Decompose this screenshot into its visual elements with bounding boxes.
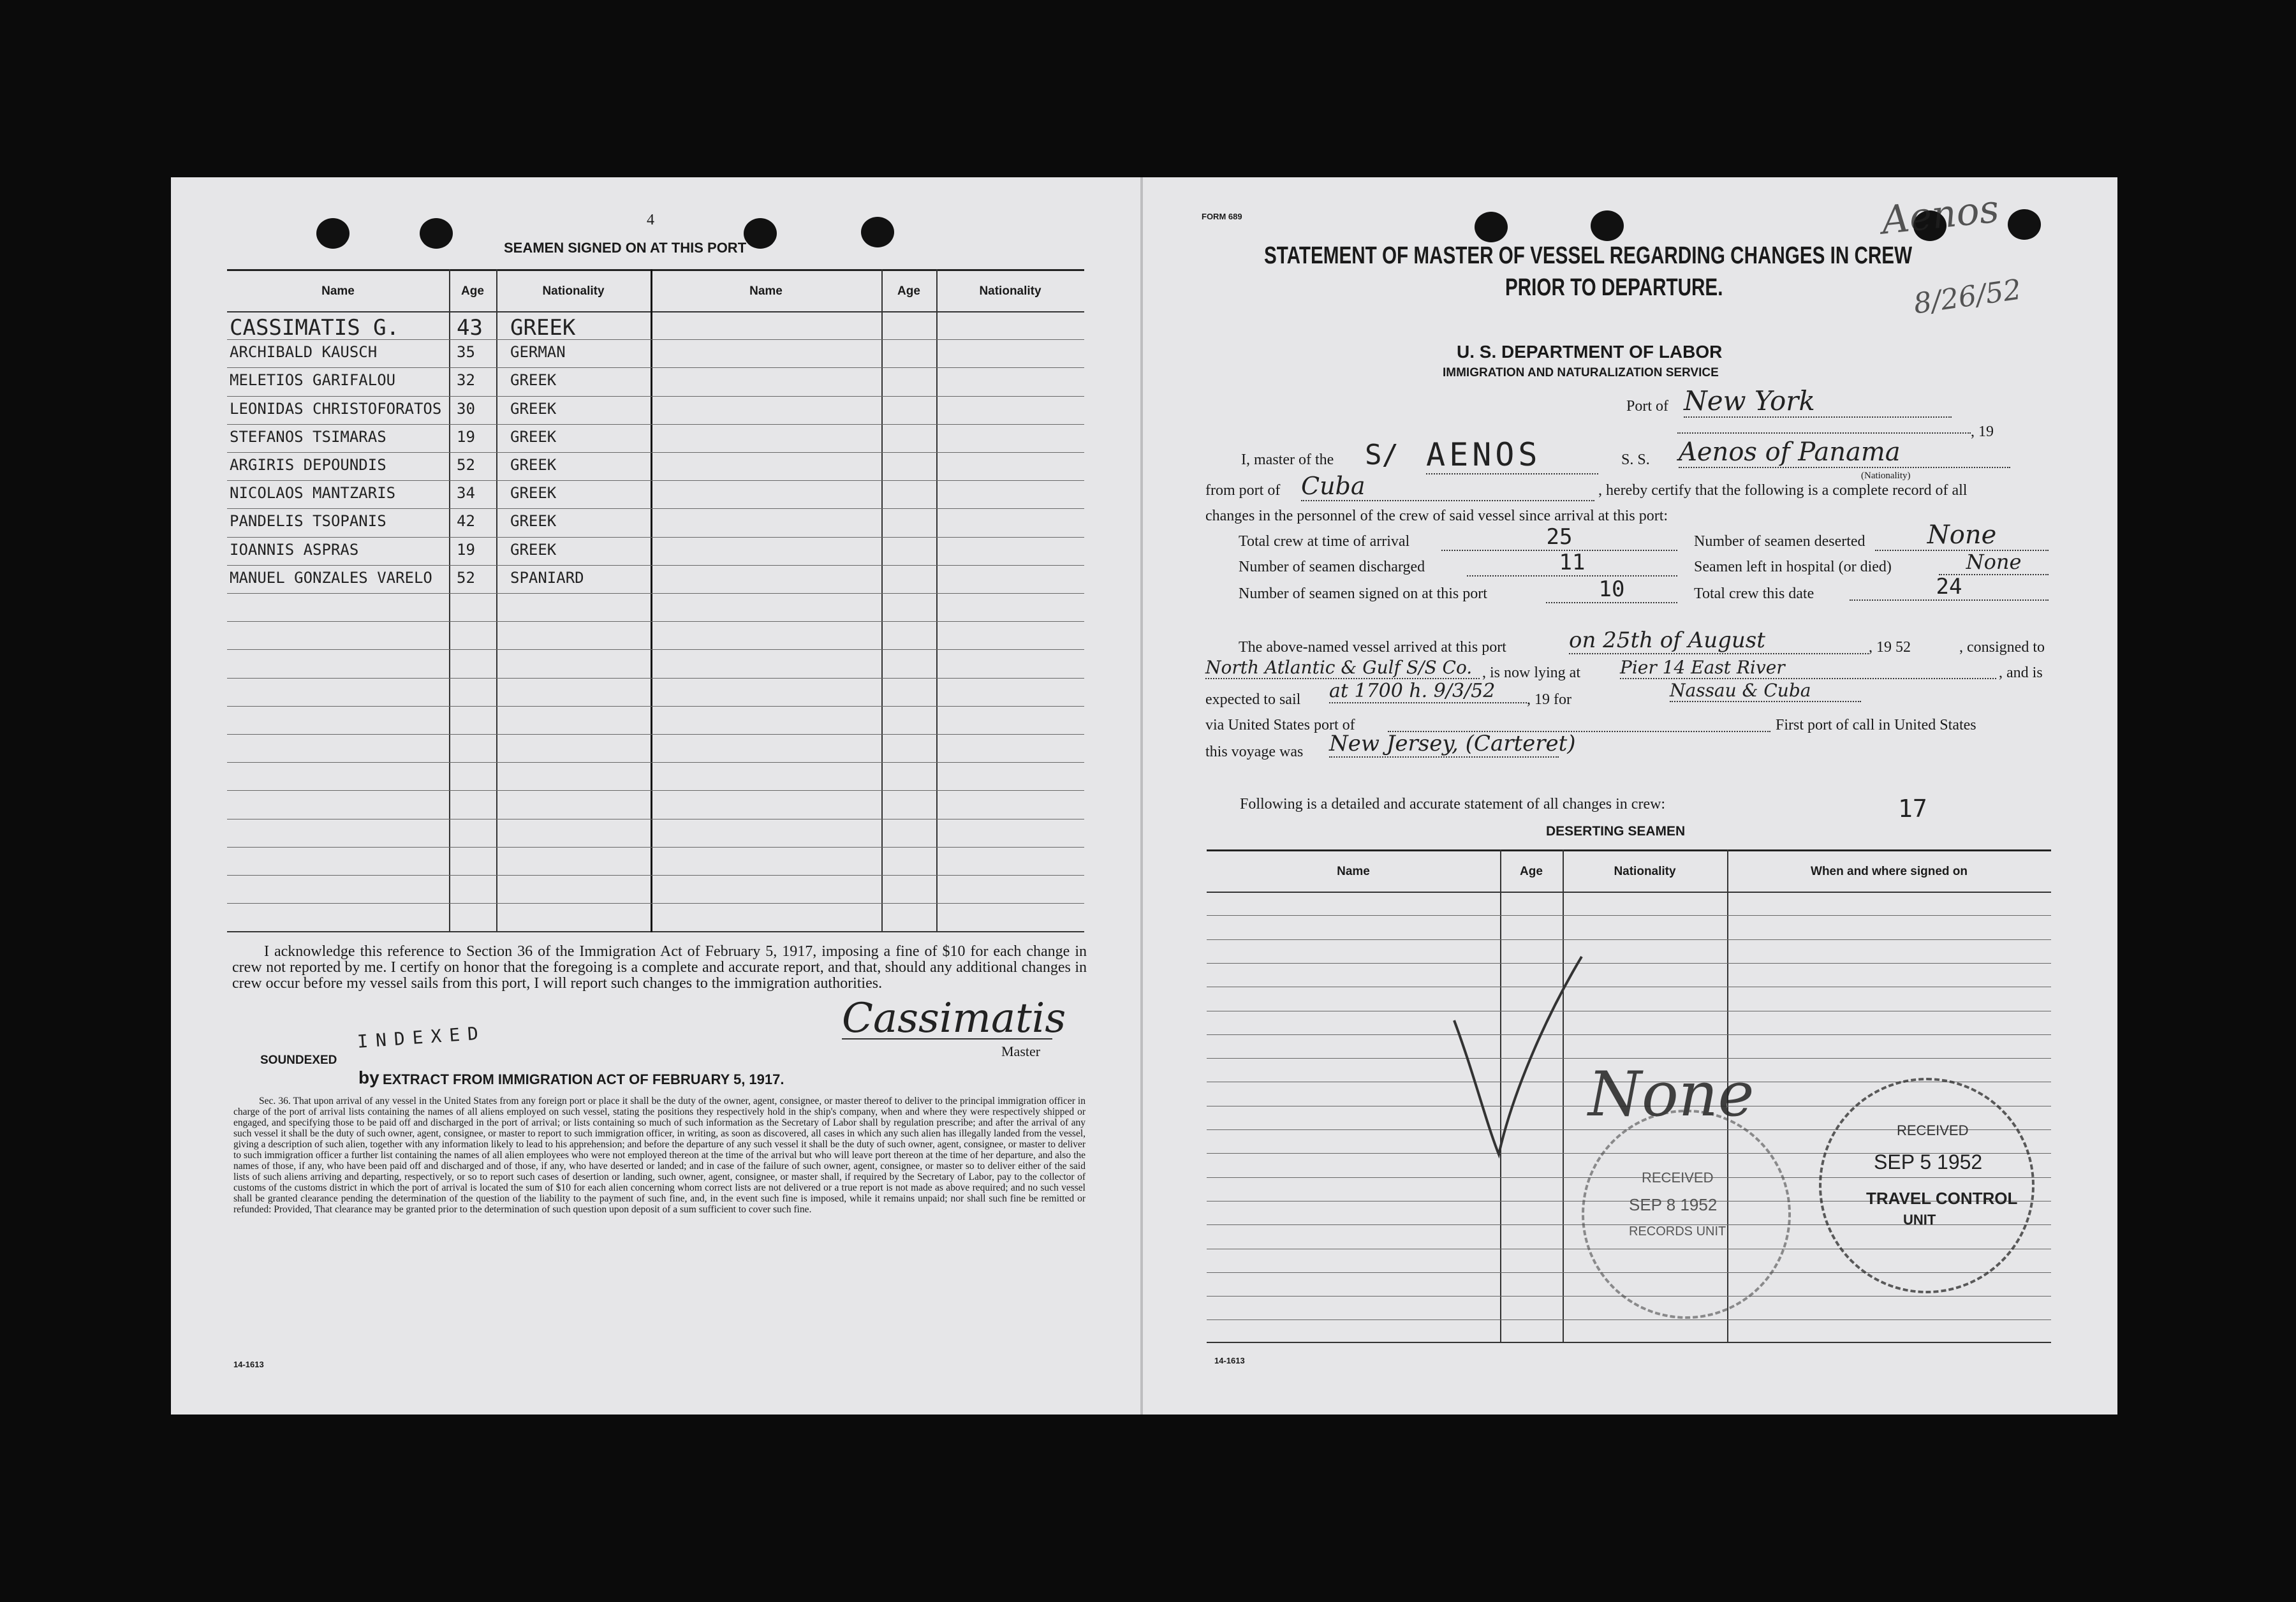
total-crew-label: Total crew at time of arrival (1239, 533, 1410, 550)
hospital-value: None (1939, 550, 2049, 575)
signed-on-label: Number of seamen signed on at this port (1239, 585, 1487, 602)
section-36-text: Sec. 36. That upon arrival of any vessel in the United States from any foreign port or place it shall be the duty of the owner, agent, consignee, or master thereof to deliver to the principal immigration officer in charge of the port of arrival lists containing the names of all aliens employed on such vessel, stating the positions they respectively hold in the ship's company, when and where they were respectively shipped or engaged, and specifying those to be paid off and discharged in the port of arrival; or lists containing so much of such information as the Secretary of Labor shall by regulation prescribe; and after the arrival of any such vessel it shall be the duty of such owner, agent, consignee, or master to report to such immigration officer, in writing, as soon as discovered, all cases in which any such alien has illegally landed from the vessel, giving a description of such alien, together with any information likely to lead to his apprehension; and before the departure of any such vessel it shall be the duty of such owner, agent, consignee, or master to deliver to such immigration officer a further list containing the names of all alien employees who were not employed thereon at the time of the arrival but who will leave port thereon at the time of her departure, and also the names of those, if any, who have been paid off and discharged and of those, if any, who have deserted or landed; and in case of the failure of such owner, agent, consignee, or master so to deliver either of the said lists of such aliens arriving and departing, respectively, or so to report such cases of desertion or landing, such owner, agent, consignee, or master shall, if required by the Secretary of Labor, pay to the collector of customs of the customs district in which the port of arrival is located the sum of $10 for each alien concerning whom correct lists are not delivered or a true report is not made as above required; and no such vessel shall be granted clearance pending the determination of the question of the liability to the payment of such fine, and, in the event such fine is imposed, while it remains unpaid; nor shall such fine be remitted or refunded: Provided, That clearance may be granted prior to the determination of such question upon deposit of a sum sufficient to cover such fine. (233, 1096, 1085, 1215)
signed-on-value: 10 (1546, 577, 1677, 603)
crew-age: 43 (457, 315, 483, 341)
master-signature: Cassimatis (842, 995, 1066, 1042)
table-rule (227, 452, 1084, 453)
table-rule (227, 593, 1084, 594)
table-rule (227, 367, 1084, 368)
col-header-name-2: Name (749, 284, 783, 298)
master-label: Master (1001, 1043, 1041, 1059)
table-rule (227, 678, 1084, 679)
from-port-value: Cuba (1301, 472, 1594, 501)
and-is-label: , and is (1999, 665, 2043, 681)
table-rule (227, 621, 1084, 622)
crew-age: 52 (457, 569, 475, 587)
table-rule (1207, 1319, 2051, 1320)
for-label: , 19 for (1527, 691, 1571, 708)
expected-value: at 1700 h. 9/3/52 (1329, 680, 1527, 703)
arrived-label: The above-named vessel arrived at this port (1239, 639, 1506, 656)
department-label: U. S. DEPARTMENT OF LABOR (1457, 342, 1723, 362)
discharged-value: 11 (1467, 550, 1677, 577)
crew-name: NICOLAOS MANTZARIS (230, 484, 396, 502)
stamp-left-line-1: RECEIVED (1642, 1170, 1714, 1186)
deserted-label: Number of seamen deserted (1694, 533, 1866, 550)
crew-name: PANDELIS TSOPANIS (230, 512, 386, 530)
corner-note: Aenos (1879, 186, 2001, 244)
indexed-stamp: INDEXED (357, 1022, 487, 1053)
none-handwritten: None (1588, 1059, 1755, 1130)
corner-date: 8/26/52 (1911, 273, 2024, 321)
crew-nationality: GREEK (510, 484, 557, 502)
crew-age: 19 (457, 428, 475, 446)
crew-name: LEONIDAS CHRISTOFORATOS (230, 400, 442, 418)
master-of-label: I, master of the (1241, 452, 1334, 468)
arrived-value: on 25th of August (1569, 628, 1869, 654)
crew-age: 52 (457, 456, 475, 474)
punch-hole (744, 218, 777, 249)
crew-nationality: GREEK (510, 371, 557, 389)
table-rule (227, 762, 1084, 763)
count-note: 17 (1898, 795, 1927, 823)
punch-hole (1591, 210, 1624, 241)
port-label: Port of (1626, 398, 1668, 415)
crew-name: STEFANOS TSIMARAS (230, 428, 386, 446)
table-rule (227, 396, 1084, 397)
stamp-left-line-2: SEP 8 1952 (1629, 1195, 1718, 1214)
punch-hole (316, 218, 350, 249)
form-number: FORM 689 (1202, 212, 1242, 221)
table-rule (227, 537, 1084, 538)
table-rule (1207, 939, 2051, 940)
vessel-prefix: S/ (1365, 439, 1399, 471)
table-rule (227, 790, 1084, 791)
crew-nationality: GREEK (510, 541, 557, 559)
via-label: via United States port of (1205, 717, 1355, 733)
crew-name: ARGIRIS DEPOUNDIS (230, 456, 386, 474)
certify-text: , hereby certify that the following is a complete record of all (1598, 482, 1968, 499)
lying-value: Pier 14 East River (1620, 657, 1996, 679)
col-header-age-2: Age (897, 284, 920, 298)
extract-title: EXTRACT FROM IMMIGRATION ACT OF FEBRUARY 5, 1917. (383, 1071, 784, 1087)
page-number: 4 (647, 212, 654, 228)
stamp-right-line-4: UNIT (1903, 1212, 1936, 1228)
crew-nationality: GERMAN (510, 343, 566, 361)
crew-nationality: GREEK (510, 456, 557, 474)
right-footer-code: 14-1613 (1214, 1356, 1245, 1365)
stamp-right-line-1: RECEIVED (1897, 1122, 1969, 1138)
deserted-value: None (1875, 520, 2049, 551)
vessel-name: AENOS (1426, 436, 1598, 474)
acknowledgment-text: I acknowledge this reference to Section 36 of the Immigration Act of February 5, 1917, imposing a fine of $10 for each change in crew not reported by me. I certify on honor that the foregoing is a complete and accurate report, and that, should any additional changes in crew occur before my vessel sails from this port, I will report such changes to the immigration authorities. (232, 943, 1087, 992)
desert-col-signed-on: When and where signed on (1811, 865, 1968, 878)
crew-age: 30 (457, 400, 475, 418)
ss-label: S. S. (1621, 452, 1650, 468)
crew-name: IOANNIS ASPRAS (230, 541, 359, 559)
table-rule (227, 706, 1084, 707)
page-fold (1140, 177, 1143, 1415)
punch-hole (2008, 209, 2041, 240)
hospital-label: Seamen left in hospital (or died) (1694, 559, 1892, 575)
crew-nationality: GREEK (510, 315, 576, 341)
crew-name: MANUEL GONZALES VARELO (230, 569, 432, 587)
left-page-title: SEAMEN SIGNED ON AT THIS PORT (504, 240, 747, 256)
crew-age: 35 (457, 343, 475, 361)
table-rule (227, 734, 1084, 735)
voyage-label: this voyage was (1205, 744, 1304, 760)
table-rule (227, 847, 1084, 848)
table-rule (227, 875, 1084, 876)
col-header-nationality: Nationality (542, 284, 605, 298)
discharged-label: Number of seamen discharged (1239, 559, 1425, 575)
consignee-value: North Atlantic & Gulf S/S Co. (1205, 657, 1480, 679)
crew-age: 34 (457, 484, 475, 502)
table-rule (227, 903, 1084, 904)
left-footer-code: 14-1613 (233, 1360, 264, 1369)
table-rule (227, 565, 1084, 566)
nationality-caption: (Nationality) (1861, 471, 1911, 481)
year-suffix: , 19 (1971, 423, 1994, 440)
form-title-line-1: STATEMENT OF MASTER OF VESSEL REGARDING CHANGES IN CREW (1264, 242, 1913, 269)
punch-hole (1475, 212, 1508, 242)
total-date-value: 24 (1850, 574, 2049, 601)
soundexed-label: SOUNDEXED (260, 1054, 337, 1067)
total-crew-value: 25 (1441, 524, 1677, 551)
crew-age: 19 (457, 541, 475, 559)
col-header-name: Name (321, 284, 355, 298)
stamp-right-line-3: TRAVEL CONTROL (1866, 1189, 2018, 1208)
changes-text: changes in the personnel of the crew of said vessel since arrival at this port: (1205, 508, 1668, 524)
col-header-nationality-2: Nationality (979, 284, 1041, 298)
service-label: IMMIGRATION AND NATURALIZATION SERVICE (1443, 366, 1719, 379)
voyage-value: New Jersey, (Carteret) (1329, 731, 1576, 756)
desert-col-nationality: Nationality (1614, 865, 1676, 878)
table-rule (227, 424, 1084, 425)
crew-age: 32 (457, 371, 475, 389)
stamp-left-line-3: RECORDS UNIT (1629, 1224, 1726, 1238)
vessel-nationality-value: Aenos of Panama (1679, 437, 2010, 468)
table-rule (227, 480, 1084, 481)
consigned-label: , consigned to (1959, 639, 2045, 656)
total-date-label: Total crew this date (1694, 585, 1814, 602)
punch-hole (420, 218, 453, 249)
crew-name: MELETIOS GARIFALOU (230, 371, 396, 389)
table-rule (227, 649, 1084, 650)
received-stamp-left (1582, 1110, 1791, 1319)
left-page (171, 177, 1142, 1415)
port-value: New York (1684, 385, 1952, 418)
first-port-label: First port of call in United States (1776, 717, 1976, 733)
arrived-year: , 19 52 (1869, 639, 1911, 656)
crew-age: 42 (457, 512, 475, 530)
form-title-line-2: PRIOR TO DEPARTURE. (1505, 274, 1723, 301)
punch-hole (861, 217, 894, 247)
signature-line (842, 1038, 1052, 1040)
deserting-title: DESERTING SEAMEN (1546, 824, 1686, 839)
expected-label: expected to sail (1205, 691, 1301, 708)
lying-label: , is now lying at (1482, 665, 1580, 681)
desert-col-age: Age (1520, 865, 1543, 878)
crew-nationality: GREEK (510, 428, 557, 446)
table-rule (227, 508, 1084, 509)
col-header-age: Age (461, 284, 484, 298)
crew-nationality: SPANIARD (510, 569, 584, 587)
crew-nationality: GREEK (510, 512, 557, 530)
crew-name: ARCHIBALD KAUSCH (230, 343, 378, 361)
stamp-right-line-2: SEP 5 1952 (1874, 1150, 1983, 1173)
desert-col-name: Name (1337, 865, 1370, 878)
crew-name: CASSIMATIS G. (230, 315, 400, 341)
following-text: Following is a detailed and accurate statement of all changes in crew: (1240, 796, 1666, 812)
table-rule (1207, 915, 2051, 916)
from-port-label: from port of (1205, 482, 1281, 499)
for-value: Nassau & Cuba (1670, 680, 1861, 702)
crew-nationality: GREEK (510, 400, 557, 418)
received-stamp-right (1819, 1078, 2035, 1293)
date-line (1677, 432, 1971, 434)
by-label: by (358, 1068, 379, 1087)
